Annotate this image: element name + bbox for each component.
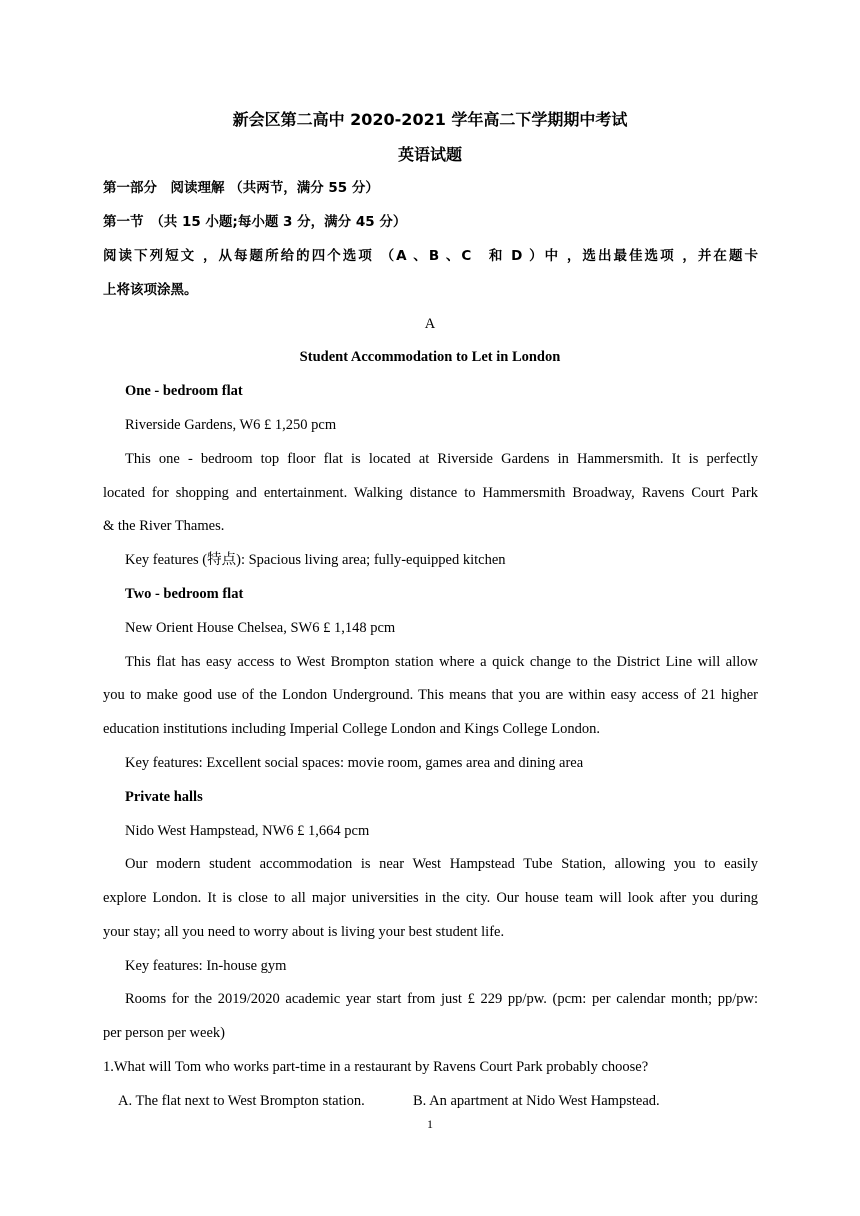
question-1-option-b[interactable]: B. An apartment at Nido West Hampstead.	[413, 1093, 660, 1109]
directions-line-1: 阅读下列短文 ，从每题所给的四个选项 （A 、B 、C 和 D ）中 ，选出最佳选项 ，并在题卡	[103, 248, 758, 264]
passage-title: Student Accommodation to Let in London	[299, 349, 561, 365]
ad3-desc-line-3: your stay; all you need to worry about is living your best student life.	[103, 924, 505, 940]
ad3-desc-line-1: Our modern student accommodation is near West Hampstead Tube Station, allowing you to easily	[125, 856, 758, 872]
ad2-features: Key features: Excellent social spaces: movie room, games area and dining area	[125, 755, 584, 771]
page-number: 1	[427, 1117, 433, 1131]
ad2-desc-line-1: This flat has easy access to West Brompton station where a quick change to the District Line will allow	[125, 654, 758, 670]
ad2-address: New Orient House Chelsea, SW6 £ 1,148 pcm	[125, 620, 396, 636]
ad2-desc-line-2: you to make good use of the London Underground. This means that you are within easy access of 21 higher	[103, 687, 758, 703]
passage-label: A	[424, 316, 436, 332]
ad1-address: Riverside Gardens, W6 £ 1,250 pcm	[125, 417, 337, 433]
ad1-heading: One - bedroom flat	[125, 383, 243, 399]
question-1-option-a[interactable]: A. The flat next to West Brompton station.	[118, 1093, 365, 1109]
note-line-2: per person per week)	[103, 1025, 225, 1041]
ad2-desc-line-3: education institutions including Imperial College London and Kings College London.	[103, 721, 600, 737]
ad1-desc-line-3: & the River Thames.	[103, 518, 225, 534]
section-heading: 第一节 （共 15 小题;每小题 3 分，满分 45 分）	[103, 214, 407, 230]
ad3-desc-line-2: explore London. It is close to all major universities in the city. Our house team will look after you during	[103, 890, 758, 906]
note-line-1: Rooms for the 2019/2020 academic year start from just £ 229 pp/pw. (pcm: per calendar month; pp/pw:	[125, 991, 758, 1007]
ad3-heading: Private halls	[125, 789, 203, 805]
exam-subtitle: 英语试题	[397, 145, 462, 164]
question-1-stem: 1.What will Tom who works part-time in a restaurant by Ravens Court Park probably choose?	[103, 1059, 649, 1075]
directions-line-2: 上将该项涂黑。	[103, 282, 198, 298]
ad3-address: Nido West Hampstead, NW6 £ 1,664 pcm	[125, 823, 370, 839]
part-heading: 第一部分 阅读理解 （共两节，满分 55 分）	[103, 180, 379, 196]
ad2-heading: Two - bedroom flat	[125, 586, 244, 602]
ad1-desc-line-1: This one - bedroom top floor flat is located at Riverside Gardens in Hammersmith. It is perfectly	[125, 451, 758, 467]
ad3-features: Key features: In-house gym	[125, 958, 287, 974]
ad1-desc-line-2: located for shopping and entertainment. Walking distance to Hammersmith Broadway, Ravens Court Park	[103, 485, 758, 501]
ad1-features: Key features (特点): Spacious living area; fully-equipped kitchen	[125, 552, 506, 568]
exam-title: 新会区第二高中 2020-2021 学年高二下学期期中考试	[232, 110, 628, 129]
